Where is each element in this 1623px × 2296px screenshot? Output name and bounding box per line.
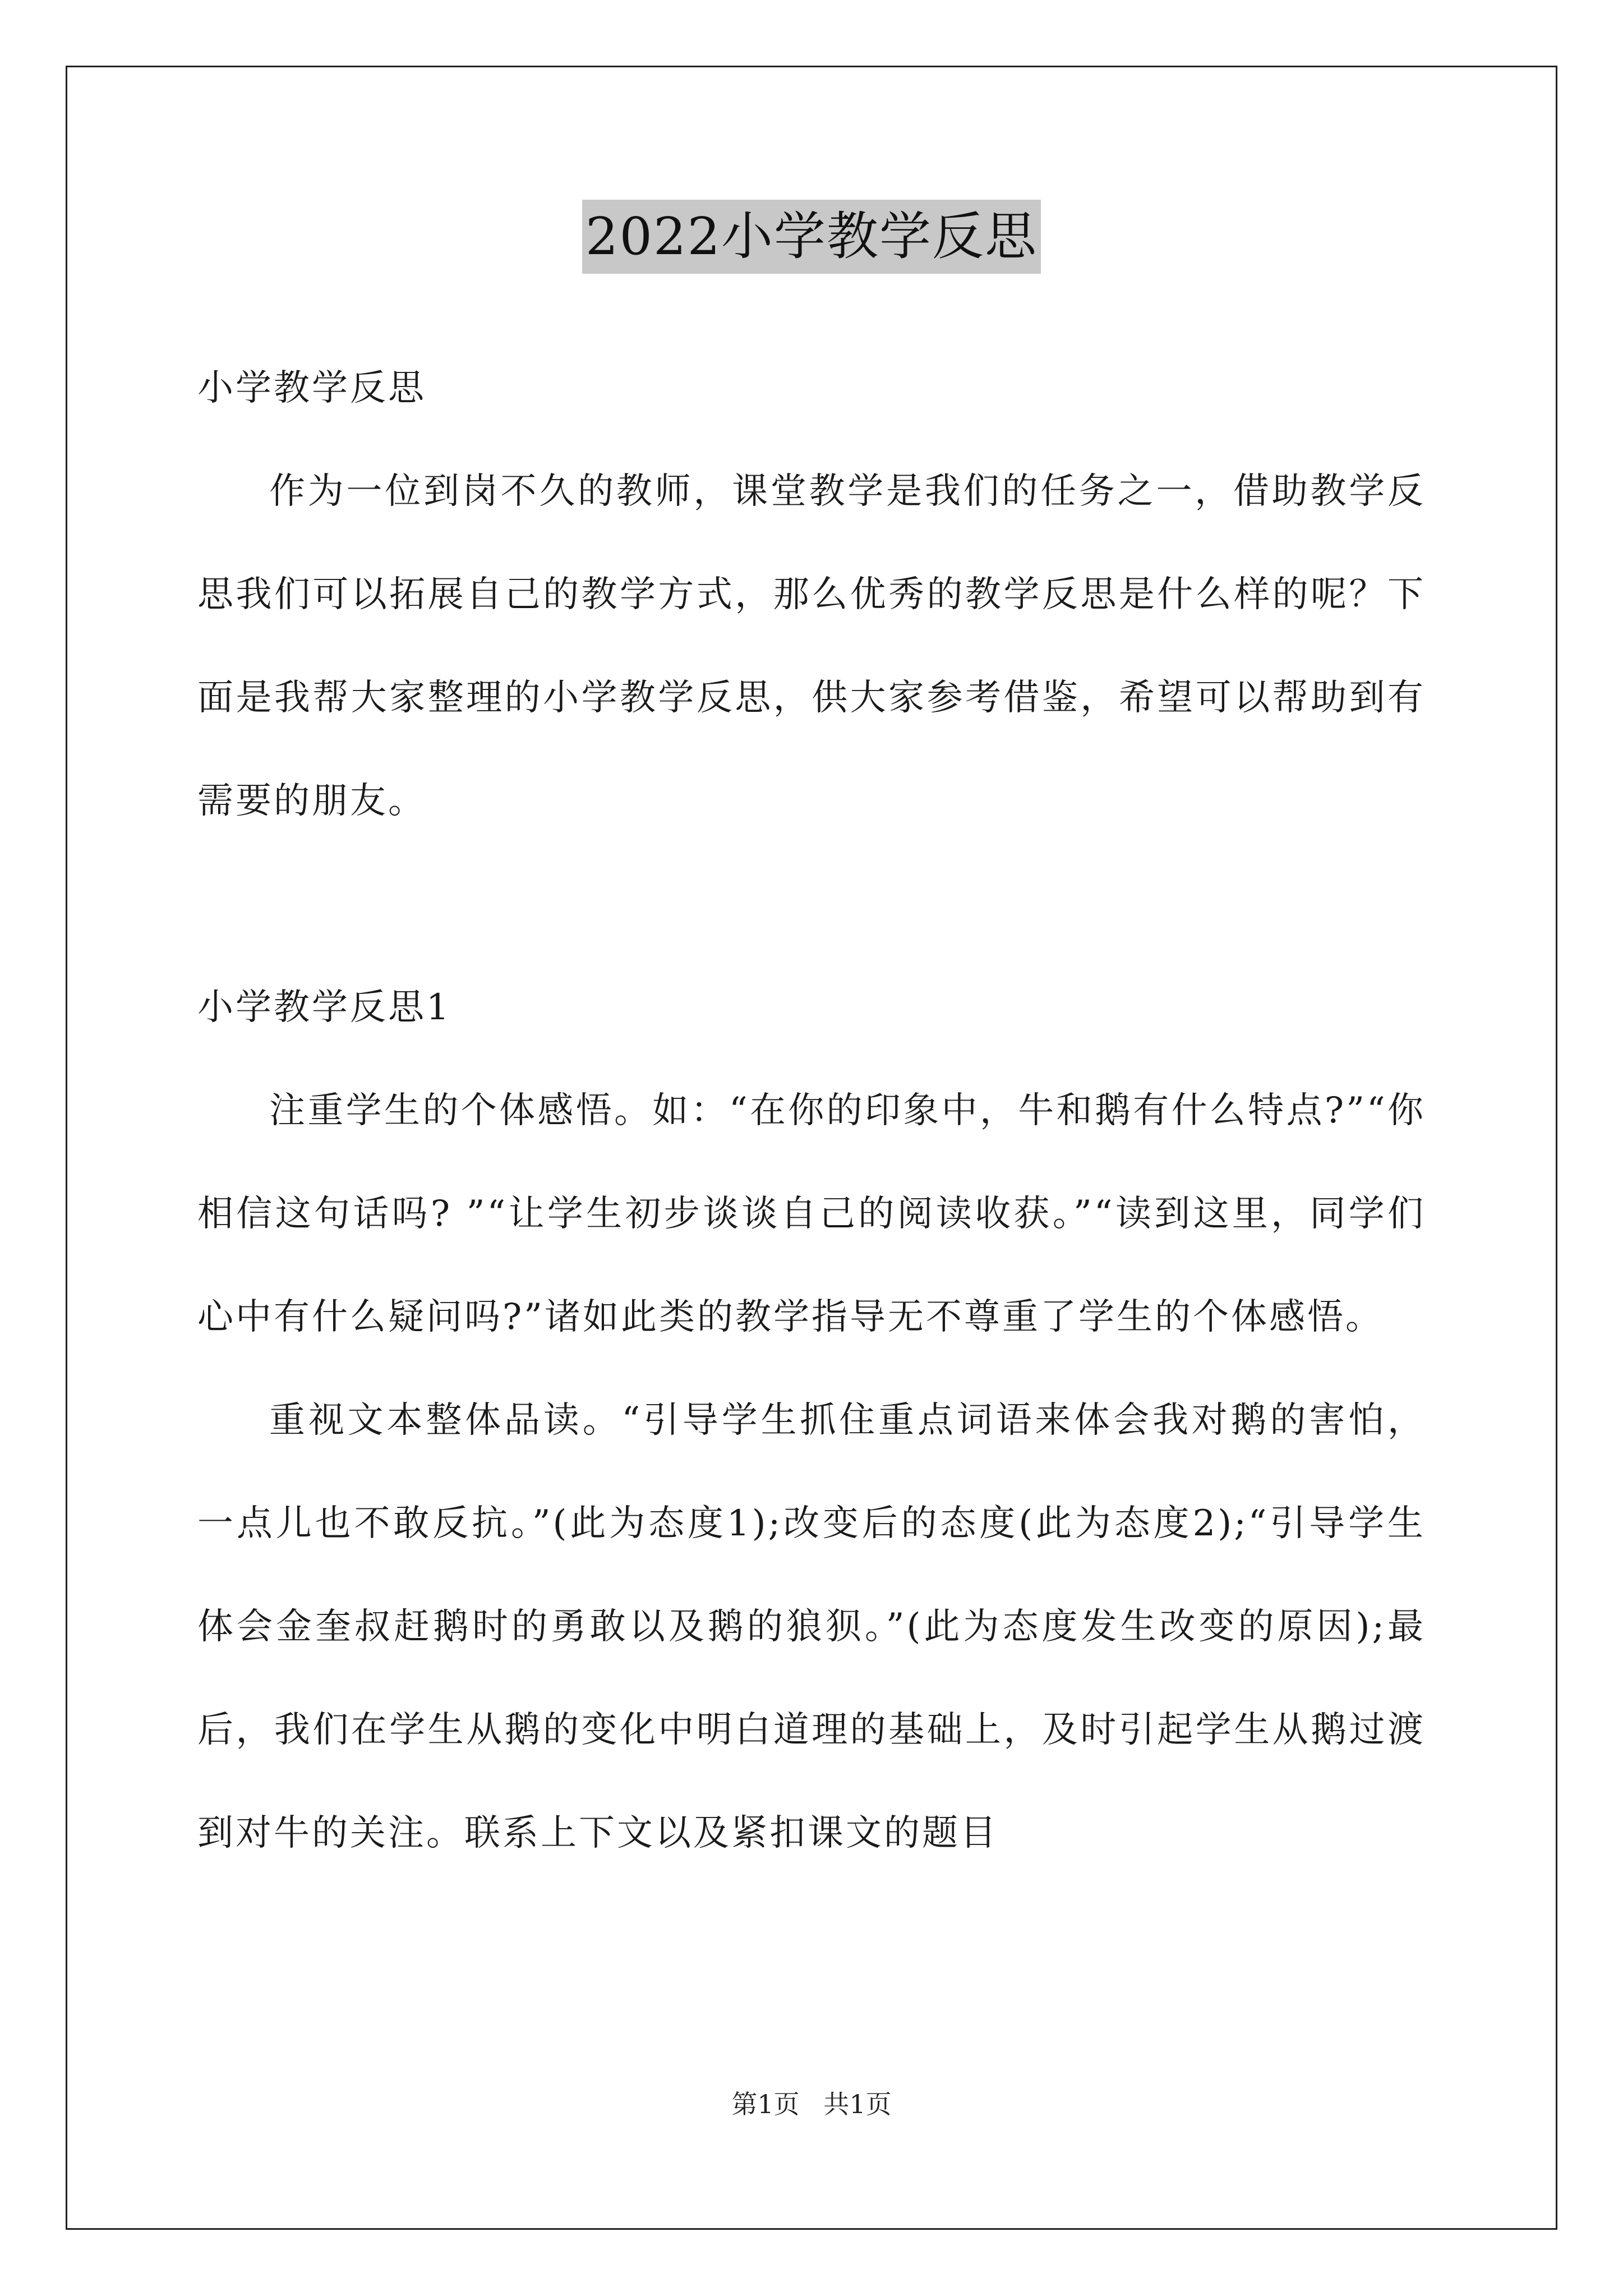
section-spacer (197, 853, 1426, 956)
section1-paragraph-2: 重视文本整体品读。“引导学生抓住重点词语来体会我对鹅的害怕，一点儿也不敢反抗。”(此为态度1);改变后的态度(此为态度2);“引导学生体会金奎叔赶鹅时的勇敢以及鹅的狼狈。”(此为态度发生改变的原因);最后，我们在学生从鹅的变化中明白道理的基础上，及时引起学生从鹅过渡到对牛的关注。联系上下文以及紧扣课文的题目 (197, 1400, 1426, 1854)
section1-heading: 小学教学反思1 (197, 987, 451, 1028)
page-footer (0, 2084, 1623, 2121)
document-body (197, 337, 1426, 1885)
page-number-current: 第1页 (731, 2089, 800, 2119)
intro-heading: 小学教学反思 (197, 367, 426, 409)
page-number-total: 共1页 (823, 2089, 892, 2119)
title-container (0, 200, 1623, 274)
intro-paragraph: 作为一位到岗不久的教师，课堂教学是我们的任务之一，借助教学反思我们可以拓展自己的教学方式，那么优秀的教学反思是什么样的呢？下面是我帮大家整理的小学教学反思，供大家参考借鉴，希望可以帮助到有需要的朋友。 (197, 471, 1426, 822)
section1-paragraph-1: 注重学生的个体感悟。如：“在你的印象中，牛和鹅有什么特点?”“你相信这句话吗? ”“让学生初步谈谈自己的阅读收获。”“读到这里，同学们心中有什么疑问吗?”诸如此类的教学指导无不尊重了学生的个体感悟。 (197, 1090, 1426, 1338)
document-title: 2022小学教学反思 (582, 200, 1041, 274)
